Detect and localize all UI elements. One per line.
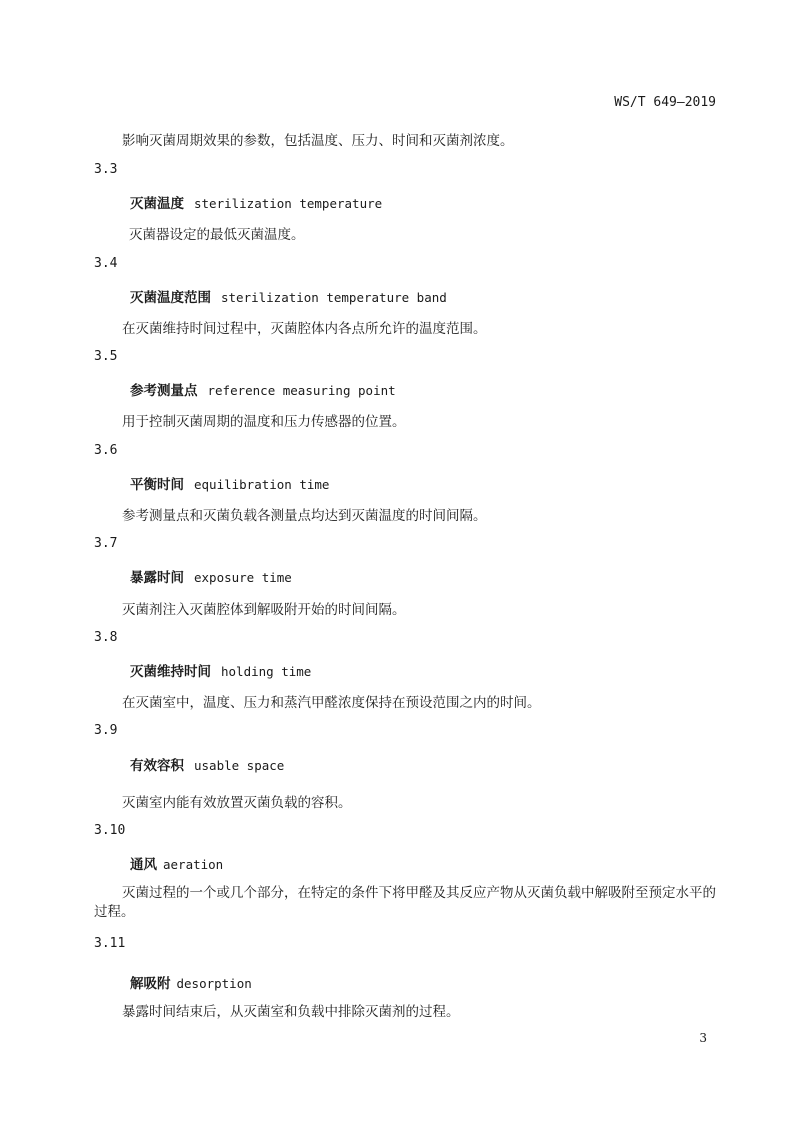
clause-number: 3.11: [94, 936, 126, 951]
clause-number: 3.3: [94, 162, 118, 177]
term-cn: 有效容积: [130, 758, 184, 774]
term-cn: 解吸附: [130, 976, 171, 992]
clause-number: 3.8: [94, 630, 118, 645]
term-en: desorption: [176, 976, 252, 991]
term-en: equilibration time: [194, 477, 330, 492]
term-en: holding time: [221, 664, 312, 679]
term-heading: [130, 566, 292, 586]
term-cn: 灭菌温度范围: [130, 290, 211, 306]
term-cn: 通风: [130, 857, 157, 873]
term-en: aeration: [163, 857, 224, 872]
term-definition: 灭菌器设定的最低灭菌温度。: [129, 227, 305, 243]
clause-number: 3.10: [94, 823, 126, 838]
clause-number: 3.9: [94, 723, 118, 738]
term-en: usable space: [194, 758, 285, 773]
term-definition: 暴露时间结束后，从灭菌室和负载中排除灭菌剂的过程。: [122, 1004, 460, 1020]
term-heading: [130, 473, 329, 493]
term-cn: 灭菌温度: [130, 196, 184, 212]
standard-code: WS/T 649—2019: [614, 95, 716, 110]
term-en: exposure time: [194, 570, 292, 585]
term-definition: 在灭菌室中，温度、压力和蒸汽甲醛浓度保持在预设范围之内的时间。: [122, 695, 541, 711]
clause-number: 3.7: [94, 536, 118, 551]
term-en: sterilization temperature band: [221, 290, 447, 305]
term-cn: 灭菌维持时间: [130, 664, 211, 680]
term-heading: [130, 192, 382, 212]
term-heading: [130, 379, 396, 399]
term-heading: [130, 286, 447, 306]
term-cn: 暴露时间: [130, 570, 184, 586]
term-cn: 平衡时间: [130, 477, 184, 493]
term-definition: 在灭菌维持时间过程中，灭菌腔体内各点所允许的温度范围。: [122, 321, 487, 337]
page-number: 3: [699, 1031, 707, 1045]
term-heading: [130, 754, 284, 774]
term-heading: [130, 660, 311, 680]
term-cn: 参考测量点: [130, 383, 198, 399]
term-en: sterilization temperature: [194, 196, 383, 211]
term-heading: [130, 972, 252, 992]
term-definition: 用于控制灭菌周期的温度和压力传感器的位置。: [122, 414, 406, 430]
clause-number: 3.5: [94, 349, 118, 364]
clause-number: 3.4: [94, 256, 118, 271]
term-definition: 参考测量点和灭菌负载各测量点均达到灭菌温度的时间间隔。: [122, 508, 487, 524]
term-en: reference measuring point: [207, 383, 396, 398]
clause-number: 3.6: [94, 443, 118, 458]
term-definition: 灭菌室内能有效放置灭菌负载的容积。: [122, 795, 352, 811]
intro-definition: 影响灭菌周期效果的参数，包括温度、压力、时间和灭菌剂浓度。: [122, 133, 514, 149]
term-definition: 灭菌过程的一个或几个部分，在特定的条件下将甲醛及其反应产物从灭菌负载中解吸附至预定水平的过程。: [94, 885, 716, 920]
term-heading: [130, 853, 223, 873]
term-definition: 灭菌剂注入灭菌腔体到解吸附开始的时间间隔。: [122, 602, 406, 618]
